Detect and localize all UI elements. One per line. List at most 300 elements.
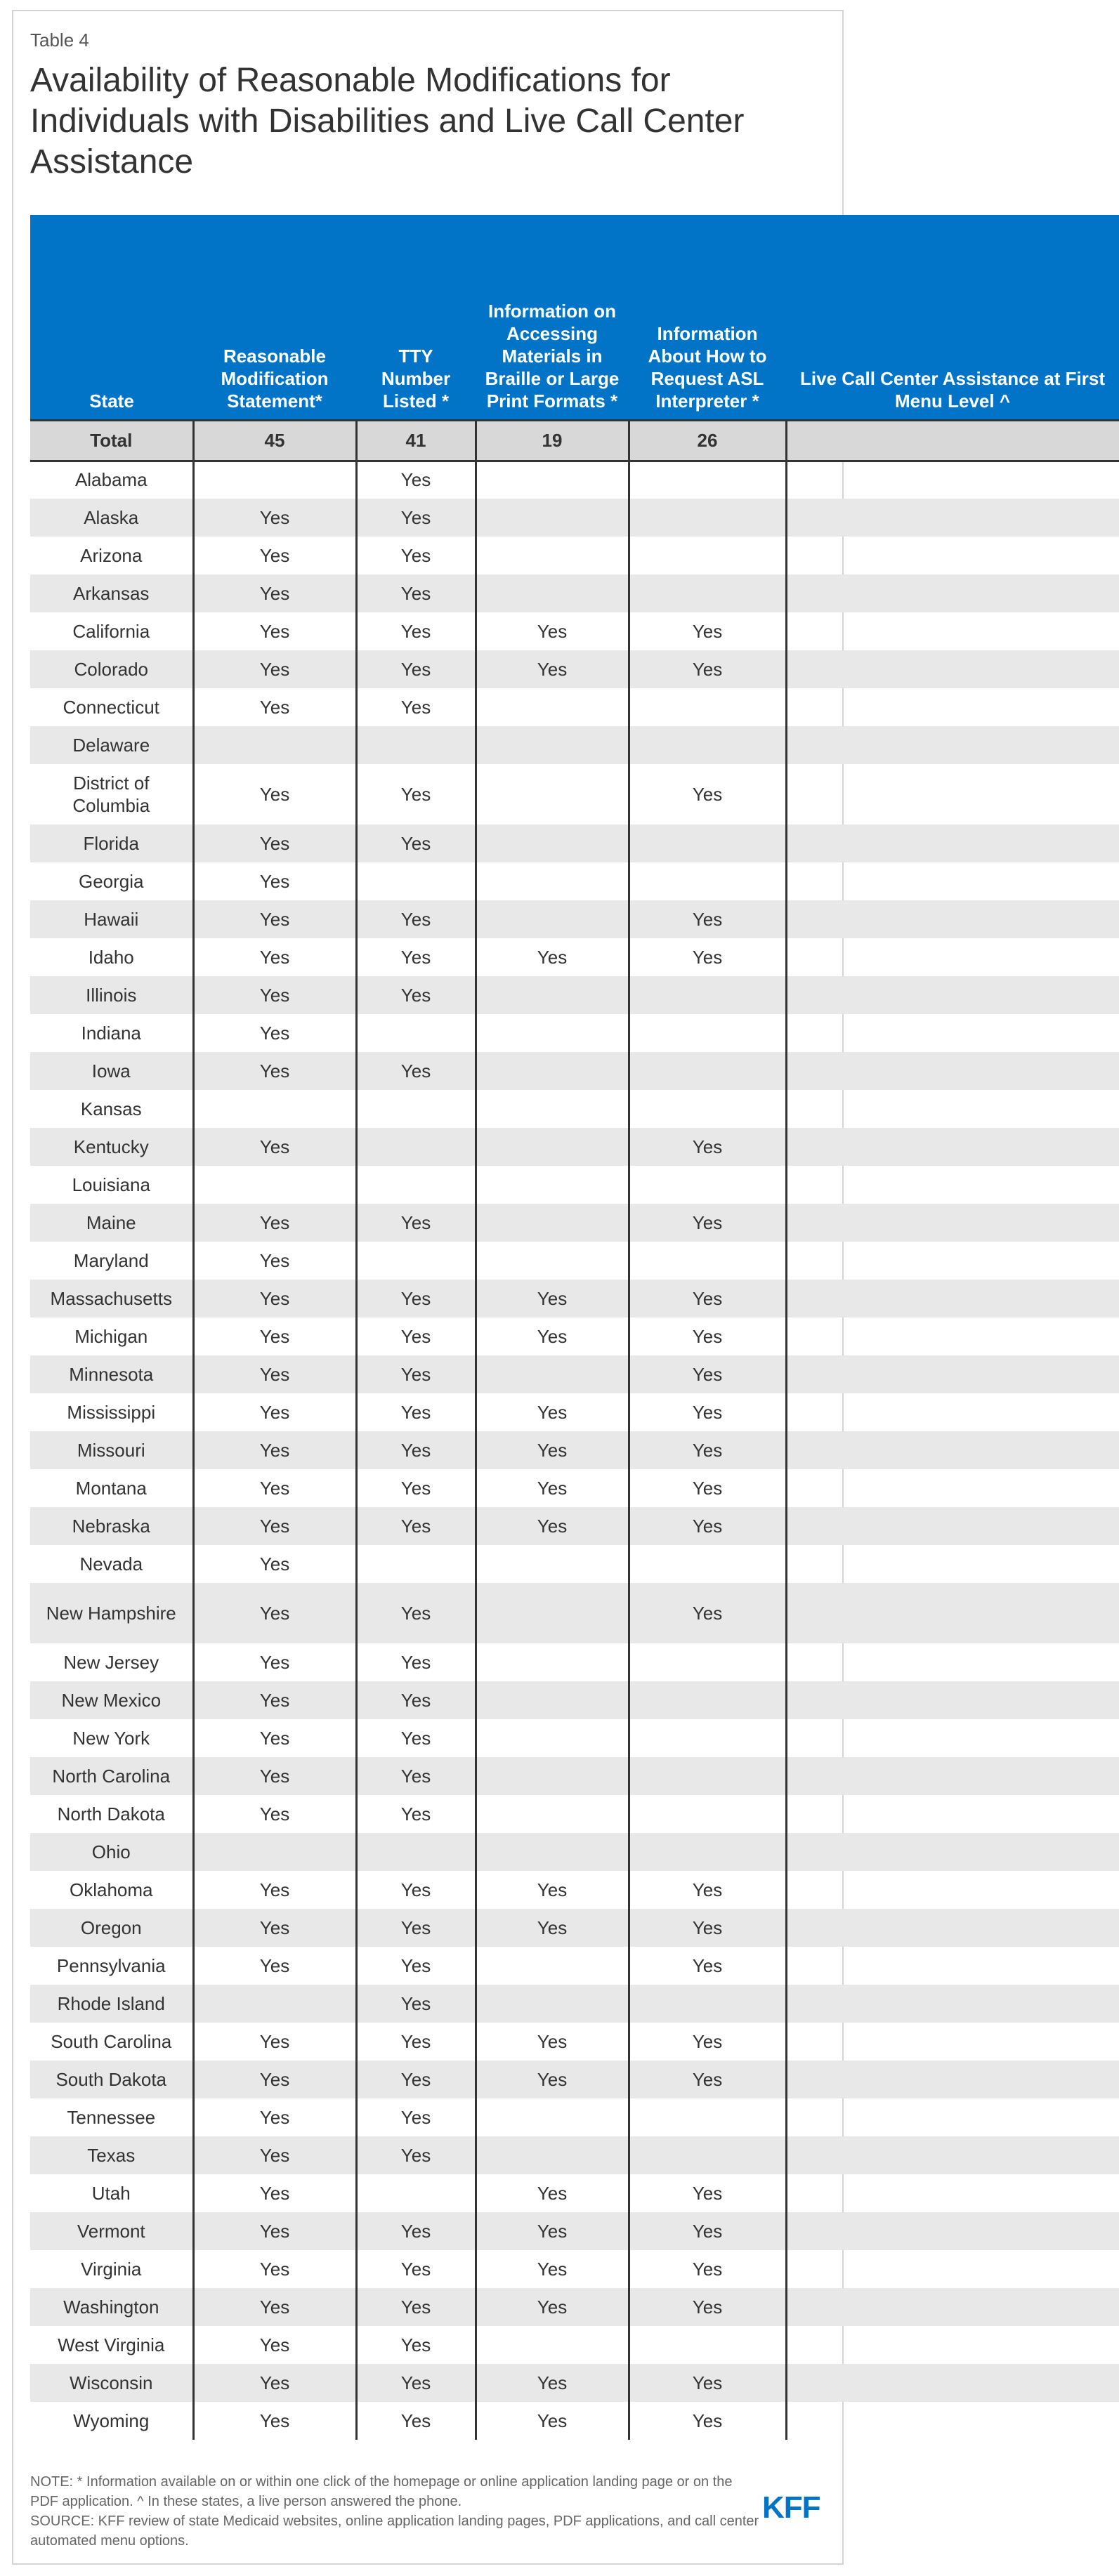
state-cell: North Dakota (57, 1803, 165, 1825)
value-cell (193, 1833, 356, 1871)
state-cell: Mississippi (67, 1401, 156, 1423)
value-cell (629, 537, 786, 574)
value-cell (786, 1242, 1119, 1280)
state-cell: Virginia (81, 2258, 142, 2280)
table-header (30, 215, 1119, 420)
value-cell (356, 2174, 476, 2212)
value-cell: Yes (193, 862, 356, 900)
value-cell (786, 1204, 1119, 1242)
state-cell: Pennsylvania (56, 1954, 166, 1976)
value-cell: Yes (193, 824, 356, 862)
value-cell (786, 1909, 1119, 1947)
table-row (30, 461, 1119, 499)
table-row (30, 1431, 1119, 1469)
value-cell (356, 1128, 476, 1166)
value-cell: Yes (356, 2098, 476, 2136)
value-cell: Yes (193, 1643, 356, 1681)
value-cell (629, 1052, 786, 1090)
value-cell (786, 1545, 1119, 1583)
value-cell (629, 2326, 786, 2364)
table-row (30, 824, 1119, 862)
value-cell (786, 824, 1119, 862)
value-cell (786, 1947, 1119, 1985)
state-cell: Idaho (88, 946, 134, 968)
column-header: Live Call Center Assistance at First Menu Level ^ (786, 215, 1119, 420)
table-row (30, 2098, 1119, 2136)
table-row (30, 2023, 1119, 2061)
value-cell: Yes (629, 1507, 786, 1545)
value-cell: Yes (356, 612, 476, 650)
value-cell: Yes (193, 1393, 356, 1431)
table-row (30, 574, 1119, 612)
table-row (30, 2136, 1119, 2174)
value-cell: Yes (193, 1128, 356, 1166)
value-cell: Yes (356, 1909, 476, 1947)
value-cell: Yes (629, 1871, 786, 1909)
state-cell: Illinois (30, 976, 193, 1014)
value-cell (629, 1166, 786, 1204)
state-cell: Indiana (81, 1022, 141, 1044)
value-cell (629, 1090, 786, 1128)
value-cell: Yes (356, 2023, 476, 2061)
table-row (30, 1681, 1119, 1719)
value-cell: Yes (356, 1947, 476, 1985)
value-cell (786, 1431, 1119, 1469)
source-text: SOURCE: KFF review of state Medicaid websites, online application landing pages, PDF applications, and call center automated menu options. (30, 2513, 759, 2549)
value-cell (629, 726, 786, 764)
value-cell: Yes (356, 2402, 476, 2440)
state-cell: District of Columbia (72, 773, 150, 816)
state-cell: Wisconsin (30, 2364, 193, 2402)
table-number-label: Table 4 (30, 29, 89, 51)
value-cell (356, 1090, 476, 1128)
table-row (30, 612, 1119, 650)
state-cell: Connecticut (63, 696, 159, 718)
value-cell: Yes (356, 2250, 476, 2288)
value-cell (476, 1719, 629, 1757)
value-cell: Yes (476, 1909, 629, 1947)
value-cell (786, 1795, 1119, 1833)
state-cell: Kansas (80, 1098, 142, 1119)
state-cell: South Dakota (30, 2061, 193, 2098)
value-cell (476, 1947, 629, 1985)
value-cell: Yes (476, 2288, 629, 2326)
table-row (30, 2288, 1119, 2326)
value-cell (193, 461, 356, 499)
value-cell: Yes (193, 1871, 356, 1909)
value-cell: Yes (629, 2402, 786, 2440)
table-row (30, 1242, 1119, 1280)
value-cell: Yes (629, 1431, 786, 1469)
state-cell: Hawaii (30, 900, 193, 938)
state-cell: Montana (75, 1477, 147, 1499)
value-cell (629, 1242, 786, 1280)
value-cell: Yes (193, 2136, 356, 2174)
table-row (30, 1871, 1119, 1909)
value-cell: Yes (629, 2174, 786, 2212)
column-header-state: State (30, 215, 193, 420)
value-cell (786, 1166, 1119, 1204)
table-row (30, 1985, 1119, 2023)
table-row (30, 2402, 1119, 2440)
table-scroll-area[interactable] (30, 215, 1105, 2452)
value-cell: Yes (193, 1757, 356, 1795)
value-cell: Yes (629, 938, 786, 976)
value-cell (476, 764, 629, 824)
value-cell: Yes (476, 2061, 629, 2098)
value-cell: Yes (356, 2288, 476, 2326)
value-cell: Yes (356, 1719, 476, 1757)
column-header: Reasonable Modification Statement* (193, 215, 356, 420)
value-cell (476, 862, 629, 900)
state-cell: Georgia (79, 870, 144, 892)
value-cell: Yes (193, 574, 356, 612)
value-cell (356, 1833, 476, 1871)
value-cell (786, 537, 1119, 574)
value-cell (476, 2098, 629, 2136)
value-cell: Yes (193, 612, 356, 650)
state-cell: New Jersey (63, 1651, 159, 1673)
value-cell (476, 726, 629, 764)
value-cell (193, 1090, 356, 1128)
value-cell: Yes (356, 650, 476, 688)
column-header: TTY Number Listed * (356, 215, 476, 420)
value-cell (786, 2023, 1119, 2061)
value-cell (786, 1090, 1119, 1128)
value-cell: Yes (629, 1583, 786, 1643)
value-cell (629, 574, 786, 612)
value-cell: Yes (629, 764, 786, 824)
value-cell: Yes (356, 2136, 476, 2174)
state-cell: Total (30, 420, 193, 461)
value-cell: Yes (193, 938, 356, 976)
value-cell (476, 1166, 629, 1204)
value-cell: Yes (356, 1681, 476, 1719)
value-cell (476, 2136, 629, 2174)
value-cell: Yes (476, 2402, 629, 2440)
value-cell (786, 1643, 1119, 1681)
state-cell: California (72, 620, 150, 642)
value-cell (786, 1871, 1119, 1909)
value-cell: Yes (476, 2364, 629, 2402)
state-cell: New York (72, 1727, 150, 1749)
value-cell: Yes (356, 1643, 476, 1681)
value-cell: Yes (193, 1507, 356, 1545)
table-row (30, 1052, 1119, 1090)
value-cell (786, 1507, 1119, 1545)
total-row (30, 420, 1119, 461)
value-cell (786, 976, 1119, 1014)
value-cell (476, 574, 629, 612)
value-cell (476, 461, 629, 499)
value-cell (476, 1128, 629, 1166)
value-cell (786, 862, 1119, 900)
state-cell: New Mexico (30, 1681, 193, 1719)
value-cell (476, 1355, 629, 1393)
value-cell (476, 1583, 629, 1643)
value-cell (786, 1014, 1119, 1052)
value-cell: Yes (629, 612, 786, 650)
value-cell (786, 2136, 1119, 2174)
value-cell (356, 862, 476, 900)
value-cell (476, 824, 629, 862)
value-cell (629, 1014, 786, 1052)
state-cell: Nevada (79, 1553, 143, 1575)
state-cell: Nebraska (30, 1507, 193, 1545)
value-cell: Yes (356, 900, 476, 938)
table-row (30, 764, 1119, 824)
state-cell: Rhode Island (30, 1985, 193, 2023)
value-cell: Yes (356, 2212, 476, 2250)
value-cell (476, 537, 629, 574)
state-cell: Alaska (30, 499, 193, 537)
value-cell (476, 499, 629, 537)
value-cell: Yes (629, 1909, 786, 1947)
table-row (30, 499, 1119, 537)
value-cell: Yes (629, 1393, 786, 1431)
table-row (30, 1833, 1119, 1871)
value-cell (786, 1280, 1119, 1317)
value-cell (786, 574, 1119, 612)
value-cell: Yes (356, 2326, 476, 2364)
value-cell: Yes (476, 1393, 629, 1431)
state-cell: Florida (30, 824, 193, 862)
value-cell: Yes (356, 1204, 476, 1242)
state-cell: Alabama (74, 469, 148, 491)
value-cell: Yes (193, 764, 356, 824)
value-cell (476, 2326, 629, 2364)
value-cell (786, 420, 1119, 461)
value-cell: Yes (193, 2098, 356, 2136)
table-card (12, 10, 1105, 2565)
value-cell (786, 688, 1119, 726)
value-cell (786, 2061, 1119, 2098)
value-cell: Yes (356, 499, 476, 537)
table-row (30, 1947, 1119, 1985)
state-cell: North Carolina (30, 1757, 193, 1795)
value-cell: Yes (193, 2364, 356, 2402)
value-cell: Yes (629, 2212, 786, 2250)
value-cell: Yes (629, 1317, 786, 1355)
value-cell (629, 1681, 786, 1719)
value-cell (629, 688, 786, 726)
value-cell: Yes (629, 1469, 786, 1507)
value-cell: Yes (629, 2288, 786, 2326)
value-cell: Yes (193, 1014, 356, 1052)
value-cell: Yes (356, 1469, 476, 1507)
value-cell (193, 1166, 356, 1204)
value-cell: Yes (356, 1052, 476, 1090)
value-cell (629, 2136, 786, 2174)
table-row (30, 2061, 1119, 2098)
value-cell (629, 862, 786, 900)
value-cell: Yes (356, 1355, 476, 1393)
value-cell (356, 726, 476, 764)
value-cell: Yes (629, 2250, 786, 2288)
value-cell: 26 (629, 420, 786, 461)
value-cell: Yes (356, 2364, 476, 2402)
value-cell (476, 1052, 629, 1090)
value-cell: Yes (356, 1871, 476, 1909)
table-row (30, 862, 1119, 900)
table-row (30, 976, 1119, 1014)
value-cell: Yes (193, 1355, 356, 1393)
value-cell: Yes (629, 1128, 786, 1166)
table-row (30, 1643, 1119, 1681)
value-cell (476, 1643, 629, 1681)
value-cell (476, 688, 629, 726)
value-cell: Yes (193, 1545, 356, 1583)
value-cell: Yes (193, 1317, 356, 1355)
value-cell (629, 2098, 786, 2136)
value-cell: Yes (193, 2402, 356, 2440)
column-header: Information About How to Request ASL Interpreter * (629, 215, 786, 420)
table-row (30, 1090, 1119, 1128)
value-cell (786, 2250, 1119, 2288)
value-cell (629, 976, 786, 1014)
table-row (30, 1545, 1119, 1583)
value-cell (629, 1643, 786, 1681)
value-cell (476, 1090, 629, 1128)
value-cell: Yes (356, 461, 476, 499)
value-cell (476, 1204, 629, 1242)
value-cell (786, 938, 1119, 976)
value-cell: Yes (356, 1317, 476, 1355)
value-cell (476, 1757, 629, 1795)
value-cell: Yes (476, 2023, 629, 2061)
value-cell (786, 900, 1119, 938)
value-cell: Yes (193, 650, 356, 688)
state-cell: Missouri (30, 1431, 193, 1469)
value-cell (629, 824, 786, 862)
value-cell (786, 461, 1119, 499)
value-cell (786, 2212, 1119, 2250)
value-cell (786, 1833, 1119, 1871)
value-cell: Yes (356, 938, 476, 976)
table-row (30, 938, 1119, 976)
table-row (30, 650, 1119, 688)
value-cell (476, 1795, 629, 1833)
value-cell: Yes (356, 1507, 476, 1545)
table-row (30, 1909, 1119, 1947)
value-cell: Yes (356, 1280, 476, 1317)
value-cell: Yes (629, 1280, 786, 1317)
value-cell: Yes (193, 2250, 356, 2288)
value-cell: Yes (629, 2364, 786, 2402)
value-cell: Yes (629, 900, 786, 938)
value-cell: Yes (476, 1431, 629, 1469)
table-row (30, 1719, 1119, 1757)
table-row (30, 2326, 1119, 2364)
value-cell: Yes (193, 2174, 356, 2212)
value-cell (476, 1681, 629, 1719)
value-cell: Yes (193, 1681, 356, 1719)
value-cell: Yes (476, 2250, 629, 2288)
value-cell (629, 1985, 786, 2023)
value-cell: Yes (356, 824, 476, 862)
table-row (30, 2250, 1119, 2288)
value-cell: Yes (476, 2212, 629, 2250)
footer-notes (30, 2472, 761, 2551)
state-cell: Tennessee (67, 2106, 156, 2128)
value-cell: Yes (356, 976, 476, 1014)
value-cell: Yes (629, 2023, 786, 2061)
table-row (30, 1204, 1119, 1242)
value-cell (786, 1985, 1119, 2023)
value-cell: Yes (476, 612, 629, 650)
state-cell: Texas (30, 2136, 193, 2174)
value-cell: Yes (193, 1947, 356, 1985)
value-cell: Yes (356, 537, 476, 574)
value-cell (476, 1014, 629, 1052)
table-row (30, 1317, 1119, 1355)
value-cell (786, 612, 1119, 650)
table-row (30, 1355, 1119, 1393)
state-cell: Arkansas (30, 574, 193, 612)
state-cell: Oregon (30, 1909, 193, 1947)
table-row (30, 1757, 1119, 1795)
value-cell (786, 1052, 1119, 1090)
value-cell (629, 1545, 786, 1583)
table-body (30, 420, 1119, 2440)
value-cell: Yes (193, 2326, 356, 2364)
state-cell: New Hampshire (30, 1583, 193, 1643)
table-row (30, 1469, 1119, 1507)
value-cell: Yes (193, 900, 356, 938)
table-row (30, 1583, 1119, 1643)
value-cell (786, 1583, 1119, 1643)
value-cell: Yes (476, 650, 629, 688)
value-cell (786, 499, 1119, 537)
value-cell: Yes (356, 2061, 476, 2098)
state-cell: Delaware (30, 726, 193, 764)
state-cell: Vermont (30, 2212, 193, 2250)
value-cell: Yes (629, 1947, 786, 1985)
table-row (30, 1014, 1119, 1052)
value-cell (786, 1757, 1119, 1795)
state-cell: Iowa (30, 1052, 193, 1090)
table-row (30, 688, 1119, 726)
value-cell (356, 1242, 476, 1280)
value-cell: Yes (193, 976, 356, 1014)
page-title: Availability of Reasonable Modifications for Individuals with Disabilities and Live Call Center Assistance (30, 62, 745, 180)
value-cell: Yes (193, 1795, 356, 1833)
value-cell (476, 976, 629, 1014)
state-cell: Massachusetts (30, 1280, 193, 1317)
value-cell: Yes (356, 1431, 476, 1469)
value-cell: Yes (356, 1795, 476, 1833)
value-cell (629, 1833, 786, 1871)
value-cell (786, 1719, 1119, 1757)
value-cell: Yes (356, 1393, 476, 1431)
value-cell: Yes (629, 2061, 786, 2098)
table-row (30, 2174, 1119, 2212)
value-cell: Yes (476, 1280, 629, 1317)
value-cell: Yes (476, 1871, 629, 1909)
value-cell: Yes (193, 1719, 356, 1757)
table-row (30, 537, 1119, 574)
state-cell: Ohio (30, 1833, 193, 1871)
value-cell: Yes (476, 2174, 629, 2212)
value-cell: Yes (193, 1431, 356, 1469)
value-cell: Yes (193, 688, 356, 726)
value-cell (476, 1545, 629, 1583)
value-cell: Yes (356, 764, 476, 824)
table-row (30, 1393, 1119, 1431)
value-cell: Yes (476, 1317, 629, 1355)
value-cell: Yes (193, 499, 356, 537)
value-cell (786, 650, 1119, 688)
